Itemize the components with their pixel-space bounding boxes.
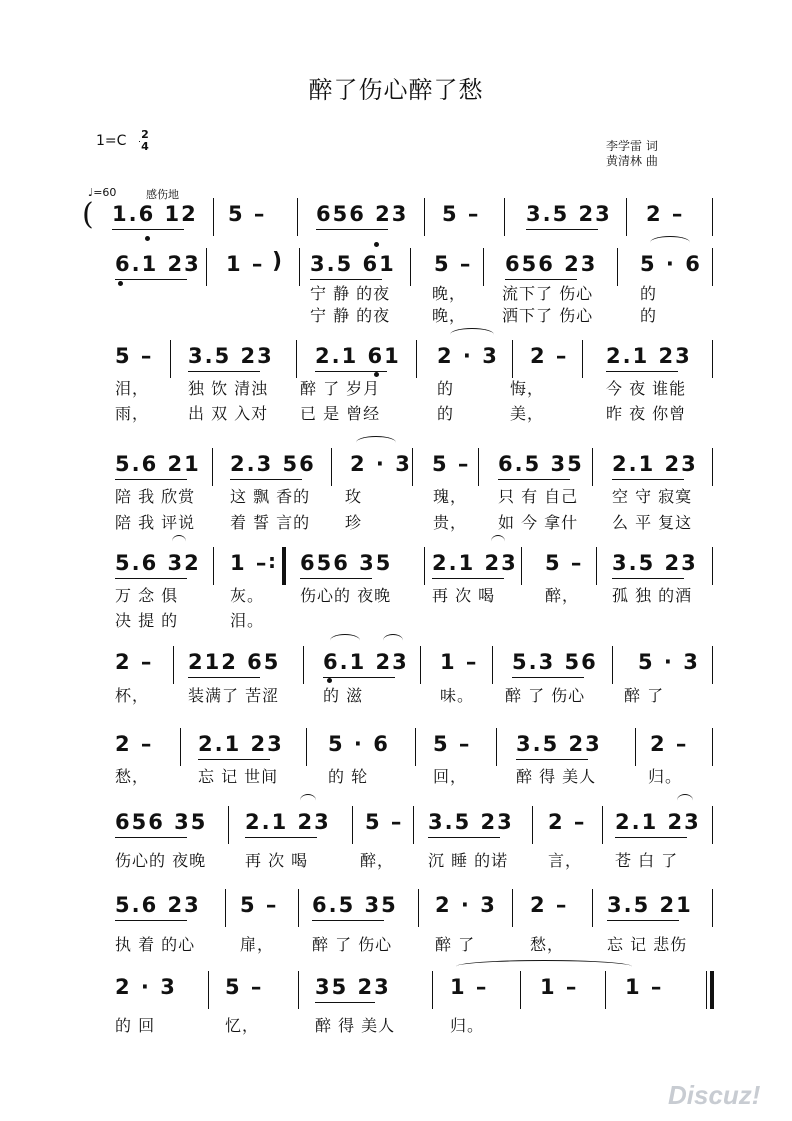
- bar-line: [208, 971, 209, 1009]
- lyric-verse-1: 醉 了: [435, 935, 476, 954]
- bar-line: [605, 971, 606, 1009]
- bar-line: [612, 646, 613, 684]
- bar-line: [331, 448, 332, 486]
- note-group: 5.3 56: [512, 650, 598, 674]
- lyric-verse-1: 醉 得 美人: [516, 767, 597, 786]
- lyric-verse-1: 流下了 伤心: [502, 284, 594, 303]
- slur-mark: [330, 634, 360, 647]
- lyric-verse-2: 么 平 复这: [612, 513, 693, 532]
- note-group: 2.1 23: [612, 452, 698, 476]
- note-group: 2 –: [115, 650, 154, 674]
- lyric-verse-1: 忘 记 悲伤: [607, 935, 688, 954]
- beam-line: [188, 677, 260, 678]
- lyric-verse-2: 贵，: [433, 513, 468, 532]
- bar-line: [424, 547, 425, 585]
- note-group: 2.1 23: [198, 732, 284, 756]
- note-group: 5.6 21: [115, 452, 201, 476]
- note-group: 3.5 23: [526, 202, 612, 226]
- beam-line: [607, 920, 679, 921]
- note-group: 212 65: [188, 650, 281, 674]
- note-group: 2 –: [115, 732, 154, 756]
- note-group: 3.5 23: [516, 732, 602, 756]
- lyric-verse-1: 归。: [648, 767, 683, 786]
- bar-line: [418, 889, 419, 927]
- bar-line: [712, 806, 713, 844]
- lyric-verse-1: 醉 了 伤心: [312, 935, 393, 954]
- note-group: 5 –: [240, 893, 279, 917]
- bar-line: [225, 889, 226, 927]
- lyric-verse-2: 如 今 拿什: [498, 513, 579, 532]
- octave-dot: [374, 242, 379, 247]
- note-group: 2 –: [530, 893, 569, 917]
- note-group: 3.5 23: [428, 810, 514, 834]
- beam-line: [112, 229, 184, 230]
- lyric-verse-1: 醉 了 岁月: [300, 379, 381, 398]
- bar-line: [712, 248, 713, 286]
- note-group: 656 23: [505, 252, 598, 276]
- beam-line: [323, 677, 395, 678]
- beam-line: [428, 837, 500, 838]
- bar-line: [478, 448, 479, 486]
- mood-marking: 感伤地: [146, 188, 179, 201]
- lyric-verse-1: 言，: [548, 851, 583, 870]
- beam-line: [612, 479, 684, 480]
- bar-line: [228, 806, 229, 844]
- close-parenthesis: ): [272, 249, 283, 274]
- lyric-verse-1: 的 滋: [323, 686, 364, 705]
- beam-line: [115, 479, 187, 480]
- bar-line: [173, 646, 174, 684]
- bar-line: [212, 448, 213, 486]
- bar-line: [483, 248, 484, 286]
- bar-line: [492, 646, 493, 684]
- lyric-verse-1: 愁，: [115, 767, 150, 786]
- note-group: 35 23: [315, 975, 391, 999]
- lyricist: 李学雷 词: [606, 139, 658, 153]
- note-group: 1.6 12: [112, 202, 198, 226]
- bar-line: [712, 728, 713, 766]
- lyric-verse-1: 醉 了 伤心: [505, 686, 586, 705]
- slur-mark: [677, 794, 693, 807]
- lyric-verse-1: 苍 白 了: [615, 851, 679, 870]
- note-group: 6.1 23: [323, 650, 409, 674]
- note-group: 2 –: [650, 732, 689, 756]
- beam-line: [526, 229, 598, 230]
- note-group: 5 –: [434, 252, 473, 276]
- bar-line: [352, 806, 353, 844]
- octave-dot: [327, 678, 332, 683]
- double-bar-thick: [282, 547, 286, 585]
- bar-line: [712, 889, 713, 927]
- note-group: 1 –: [540, 975, 579, 999]
- note-group: 2 · 3: [115, 975, 177, 999]
- note-group: 2.3 56: [230, 452, 316, 476]
- note-group: 5 –: [225, 975, 264, 999]
- lyric-verse-1: 再 次 喝: [245, 851, 309, 870]
- bar-line: [213, 198, 214, 236]
- lyric-verse-1: 扉，: [240, 935, 275, 954]
- bar-line: [170, 340, 171, 378]
- note-group: 5 –: [433, 732, 472, 756]
- beam-line: [115, 920, 187, 921]
- bar-line: [298, 889, 299, 927]
- note-group: 5 · 6: [328, 732, 390, 756]
- time-signature: [139, 129, 151, 153]
- final-bar-thin: [706, 971, 707, 1009]
- note-group: 2 –: [548, 810, 587, 834]
- lyric-verse-2: 出 双 入对: [188, 404, 269, 423]
- beam-line: [198, 759, 270, 760]
- bar-line: [512, 889, 513, 927]
- note-group: 5 –: [432, 452, 471, 476]
- lyric-verse-2: 着 誓 言的: [230, 513, 311, 532]
- note-group: 5 –: [228, 202, 267, 226]
- beam-line: [512, 677, 584, 678]
- bar-line: [412, 448, 413, 486]
- slur-mark: [450, 328, 494, 341]
- lyric-verse-1: 今 夜 谁能: [606, 379, 687, 398]
- note-group: 5 · 6: [640, 252, 702, 276]
- bar-line: [303, 646, 304, 684]
- lyric-verse-1: 醉 了: [624, 686, 665, 705]
- beam-line: [612, 578, 684, 579]
- note-group: 656 35: [115, 810, 208, 834]
- lyric-verse-2: 宁 静 的夜: [310, 306, 391, 325]
- lyric-verse-1: 的: [437, 379, 455, 398]
- lyric-verse-1: 万 念 俱: [115, 586, 179, 605]
- song-title: 醉了伤心醉了愁: [308, 76, 484, 104]
- bar-line: [410, 248, 411, 286]
- lyric-verse-1: 沉 睡 的诺: [428, 851, 509, 870]
- bar-line: [298, 971, 299, 1009]
- lyric-verse-2: 珍: [345, 513, 363, 532]
- bar-line: [416, 340, 417, 378]
- bar-line: [432, 971, 433, 1009]
- time-signature-bottom: 4: [141, 140, 149, 153]
- lyric-verse-1: 执 着 的心: [115, 935, 196, 954]
- lyric-verse-1: 只 有 自己: [498, 487, 579, 506]
- slur-mark: [491, 535, 505, 548]
- time-signature-top: 2: [141, 128, 149, 141]
- beam-line: [498, 479, 570, 480]
- slur-mark: [172, 535, 186, 548]
- lyric-verse-1: 的 回: [115, 1016, 156, 1035]
- bar-line: [712, 448, 713, 486]
- bar-line: [512, 340, 513, 378]
- note-group: 656 23: [316, 202, 409, 226]
- octave-dot: [374, 372, 379, 377]
- lyric-verse-1: 陪 我 欣赏: [115, 487, 196, 506]
- beam-line: [188, 371, 260, 372]
- lyric-verse-2: 陪 我 评说: [115, 513, 196, 532]
- bar-line: [299, 248, 300, 286]
- bar-line: [532, 806, 533, 844]
- bar-line: [712, 547, 713, 585]
- note-group: 5.6 23: [115, 893, 201, 917]
- note-group: 6.1 23: [115, 252, 201, 276]
- repeat-sign: :: [268, 549, 276, 573]
- lyric-verse-1: 这 飘 香的: [230, 487, 311, 506]
- note-group: 3.5 23: [188, 344, 274, 368]
- lyric-verse-1: 灰。: [230, 586, 265, 605]
- slur-mark: [300, 794, 316, 807]
- beam-line: [300, 578, 372, 579]
- note-group: 1 –: [625, 975, 664, 999]
- lyric-verse-1: 空 守 寂寞: [612, 487, 693, 506]
- beam-line: [115, 578, 187, 579]
- note-group: 5.6 32: [115, 551, 201, 575]
- bar-line: [496, 728, 497, 766]
- note-group: 1 –: [230, 551, 269, 575]
- note-group: 2 · 3: [435, 893, 497, 917]
- bar-line: [180, 728, 181, 766]
- lyric-verse-1: 醉 得 美人: [315, 1016, 396, 1035]
- beam-line: [310, 279, 382, 280]
- bar-line: [602, 806, 603, 844]
- lyric-verse-2: 昨 夜 你曾: [606, 404, 687, 423]
- lyric-verse-1: 的: [640, 284, 658, 303]
- beam-line: [115, 279, 187, 280]
- lyric-verse-2: 的: [640, 306, 658, 325]
- beam-line: [316, 229, 388, 230]
- lyric-verse-1: 的 轮: [328, 767, 369, 786]
- bar-line: [626, 198, 627, 236]
- note-group: 5 –: [115, 344, 154, 368]
- note-group: 6.5 35: [498, 452, 584, 476]
- beam-line: [606, 371, 678, 372]
- beam-line: [230, 479, 302, 480]
- note-group: 2.1 23: [615, 810, 701, 834]
- lyric-verse-1: 忆，: [225, 1016, 260, 1035]
- note-group: 2.1 23: [432, 551, 518, 575]
- bar-line: [712, 340, 713, 378]
- note-group: 1 –: [450, 975, 489, 999]
- lyric-verse-1: 悔，: [510, 379, 545, 398]
- final-bar-thick: [710, 971, 714, 1009]
- lyric-verse-1: 泪，: [115, 379, 150, 398]
- bar-line: [520, 971, 521, 1009]
- lyric-verse-1: 醉，: [545, 586, 580, 605]
- key-signature: 1=C: [96, 133, 127, 149]
- bar-line: [297, 198, 298, 236]
- slur-mark: [383, 634, 403, 647]
- lyric-verse-1: 瑰，: [433, 487, 468, 506]
- note-group: 5 –: [442, 202, 481, 226]
- beam-line: [516, 759, 588, 760]
- lyric-verse-1: 装满了 苦涩: [188, 686, 280, 705]
- note-group: 2 –: [530, 344, 569, 368]
- bar-line: [617, 248, 618, 286]
- bar-line: [592, 448, 593, 486]
- lyric-verse-1: 再 次 喝: [432, 586, 496, 605]
- lyric-verse-1: 伤心的 夜晚: [115, 851, 207, 870]
- bar-line: [306, 728, 307, 766]
- beam-line: [315, 1002, 375, 1003]
- slur-mark: [356, 436, 396, 449]
- bar-line: [635, 728, 636, 766]
- note-group: 1 –: [440, 650, 479, 674]
- lyric-verse-2: 晚，: [432, 306, 467, 325]
- lyric-verse-2: 的: [437, 404, 455, 423]
- lyric-verse-1: 伤心的 夜晚: [300, 586, 392, 605]
- bar-line: [712, 646, 713, 684]
- bar-line: [206, 248, 207, 286]
- note-group: 2.1 61: [315, 344, 401, 368]
- lyric-verse-2: 泪。: [230, 611, 265, 630]
- bar-line: [296, 340, 297, 378]
- bar-line: [420, 646, 421, 684]
- lyric-verse-1: 晚，: [432, 284, 467, 303]
- lyric-verse-1: 忘 记 世间: [198, 767, 279, 786]
- lyric-verse-2: 决 提 的: [115, 611, 179, 630]
- lyric-verse-1: 宁 静 的夜: [310, 284, 391, 303]
- bar-line: [521, 547, 522, 585]
- lyric-verse-1: 玫: [345, 487, 363, 506]
- beam-line: [115, 837, 187, 838]
- bar-line: [415, 728, 416, 766]
- note-group: 2 · 3: [437, 344, 499, 368]
- lyric-verse-2: 洒下了 伤心: [502, 306, 594, 325]
- credits: [606, 139, 658, 169]
- lyric-verse-1: 归。: [450, 1016, 485, 1035]
- beam-line: [432, 578, 504, 579]
- lyric-verse-1: 回，: [433, 767, 468, 786]
- note-group: 5 · 3: [638, 650, 700, 674]
- lyric-verse-2: 雨，: [115, 404, 150, 423]
- note-group: 1 –: [226, 252, 265, 276]
- bar-line: [413, 806, 414, 844]
- lyric-verse-1: 独 饮 清浊: [188, 379, 269, 398]
- lyric-verse-2: 已 是 曾经: [300, 404, 381, 423]
- note-group: 2.1 23: [606, 344, 692, 368]
- note-group: 6.5 35: [312, 893, 398, 917]
- lyric-verse-1: 杯，: [115, 686, 150, 705]
- note-group: 3.5 61: [310, 252, 396, 276]
- bar-line: [592, 889, 593, 927]
- note-group: 2 · 3: [350, 452, 412, 476]
- slur-mark: [456, 960, 632, 973]
- tempo-marking: ♩=60: [88, 186, 117, 199]
- lyric-verse-2: 美，: [510, 404, 545, 423]
- lyric-verse-1: 愁，: [530, 935, 565, 954]
- beam-line: [312, 920, 384, 921]
- lyric-verse-1: 味。: [440, 686, 475, 705]
- bar-line: [712, 198, 713, 236]
- note-group: 3.5 23: [612, 551, 698, 575]
- note-group: 3.5 21: [607, 893, 693, 917]
- beam-line: [245, 837, 317, 838]
- composer: 黄清林 曲: [606, 154, 658, 168]
- lyric-verse-1: 孤 独 的酒: [612, 586, 693, 605]
- slur-mark: [650, 236, 690, 249]
- bar-line: [504, 198, 505, 236]
- bar-line: [213, 547, 214, 585]
- note-group: 5 –: [365, 810, 404, 834]
- bar-line: [582, 340, 583, 378]
- beam-line: [615, 837, 687, 838]
- note-group: 656 35: [300, 551, 393, 575]
- bar-line: [596, 547, 597, 585]
- octave-dot: [145, 236, 150, 241]
- beam-line: [505, 279, 577, 280]
- watermark: Discuz!: [668, 1080, 761, 1110]
- note-group: 2 –: [646, 202, 685, 226]
- note-group: 2.1 23: [245, 810, 331, 834]
- note-group: 5 –: [545, 551, 584, 575]
- open-parenthesis: (: [82, 197, 94, 232]
- bar-line: [424, 198, 425, 236]
- lyric-verse-1: 醉，: [360, 851, 395, 870]
- octave-dot: [118, 281, 123, 286]
